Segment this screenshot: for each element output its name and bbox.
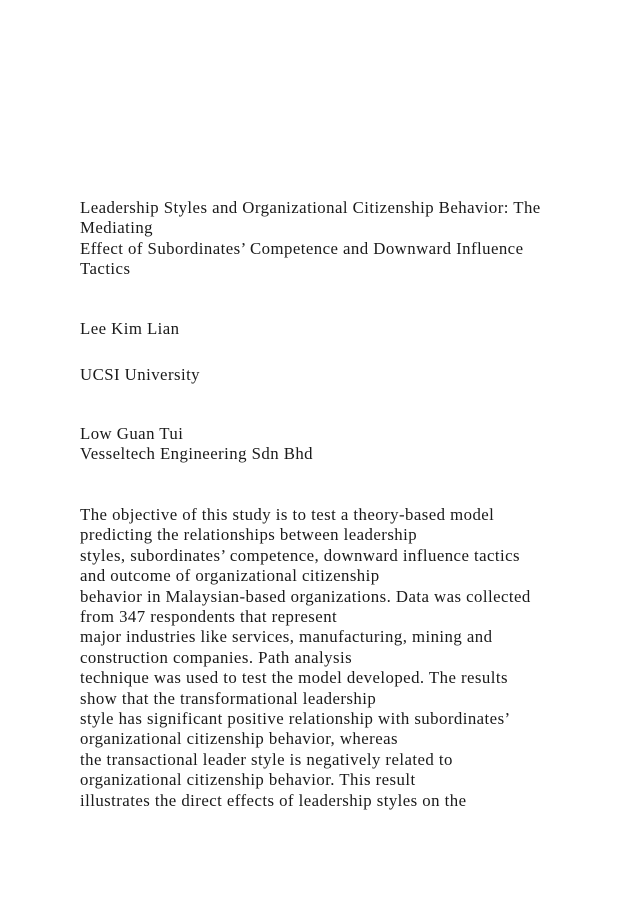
abstract-line: the transactional leader style is negatively related to — [80, 749, 453, 769]
author-name-1 — [80, 319, 600, 339]
abstract-line: from 347 respondents that represent — [80, 607, 338, 627]
abstract-line: and outcome of organizational citizenship — [80, 566, 380, 586]
abstract-line: style has significant positive relationship with subordinates’ — [80, 709, 511, 729]
abstract-line: show that the transformational leadership — [80, 688, 377, 708]
abstract-line: illustrates the direct effects of leadership styles on the — [80, 790, 467, 810]
affiliation: Vesseltech Engineering Sdn Bhd — [80, 444, 314, 464]
author-block-2 — [80, 424, 600, 465]
title-line: Tactics — [80, 259, 131, 279]
abstract-line: organizational citizenship behavior, whereas — [80, 729, 398, 749]
affiliation: UCSI University — [80, 365, 201, 384]
paper-title — [80, 198, 600, 280]
abstract-line: construction companies. Path analysis — [80, 647, 353, 667]
abstract-line: technique was used to test the model developed. The results — [80, 668, 508, 688]
abstract-line: organizational citizenship behavior. This result — [80, 770, 416, 790]
abstract-line: behavior in Malaysian-based organizations. Data was collected — [80, 586, 531, 606]
title-line: Effect of Subordinates’ Competence and Downward Influence — [80, 238, 524, 258]
title-line: Leadership Styles and Organizational Citizenship Behavior: The — [80, 198, 541, 217]
author-affiliation-1 — [80, 365, 600, 385]
abstract-line: The objective of this study is to test a theory-based model — [80, 505, 495, 524]
abstract — [80, 505, 600, 811]
abstract-line: styles, subordinates’ competence, downward influence tactics — [80, 545, 521, 565]
abstract-line: predicting the relationships between leadership — [80, 525, 418, 545]
author-name: Lee Kim Lian — [80, 319, 180, 338]
author-name: Low Guan Tui — [80, 424, 184, 443]
abstract-line: major industries like services, manufacturing, mining and — [80, 627, 493, 647]
title-line: Mediating — [80, 218, 154, 238]
